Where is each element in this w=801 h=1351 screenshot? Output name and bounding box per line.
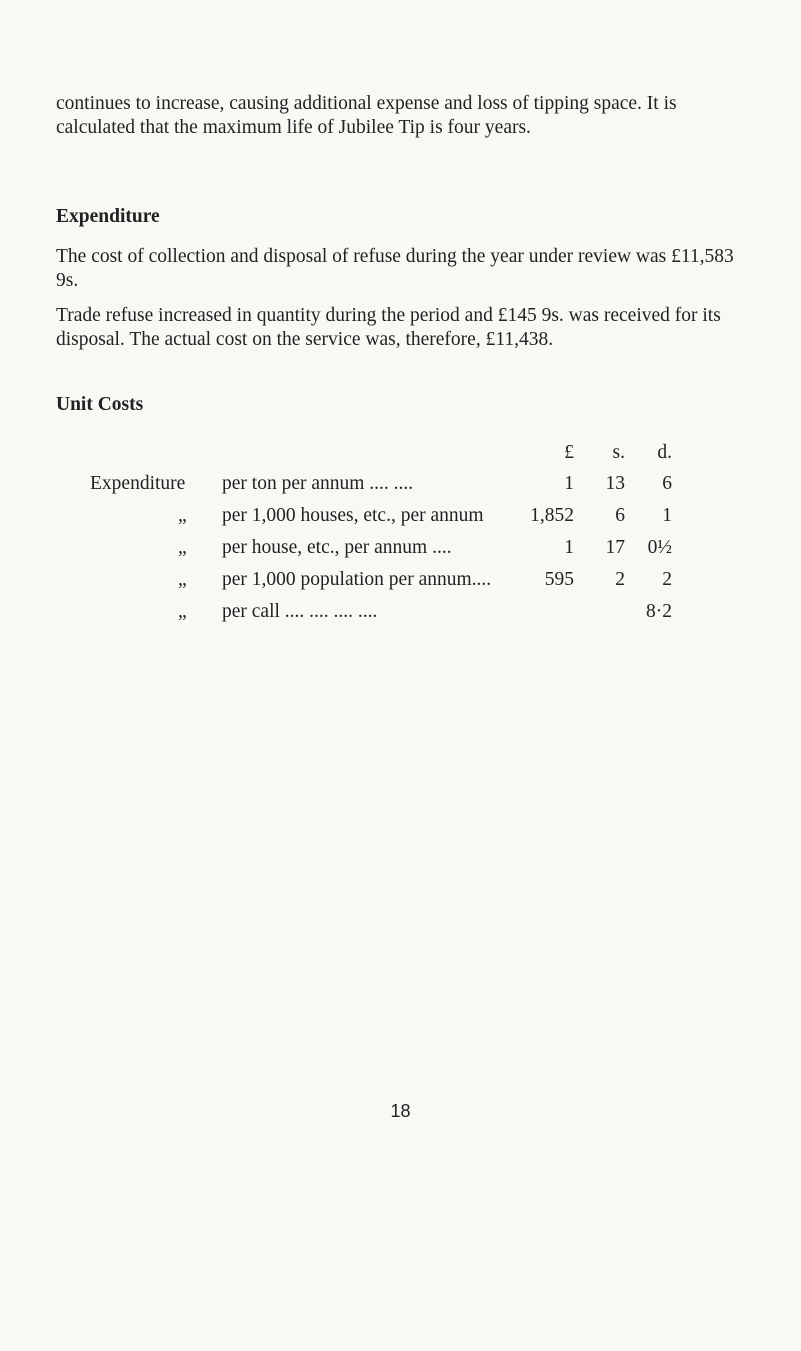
row-pounds: 1,852	[530, 505, 574, 526]
column-header-pounds: £	[564, 442, 574, 463]
expenditure-paragraph-2: Trade refuse increased in quantity during the period and £145 9s. was received for its disposal. The actual cost on the service was, therefore, £11,438.	[56, 305, 721, 350]
row-shillings: 13	[605, 473, 625, 494]
intro-paragraph: continues to increase, causing additional expense and loss of tipping space. It is calculated that the maximum life of Jubilee Tip is four years.	[56, 93, 677, 138]
row-shillings: 17	[605, 537, 625, 558]
row-prefix: Expenditure	[90, 473, 186, 494]
row-prefix: „	[178, 505, 187, 526]
row-pounds: 1	[564, 473, 574, 494]
row-pence: 1	[662, 505, 672, 526]
row-shillings: 2	[615, 569, 625, 590]
expenditure-heading: Expenditure	[56, 206, 160, 227]
row-label: per call .... .... .... ....	[222, 601, 378, 622]
row-label: per 1,000 population per annum....	[222, 569, 492, 590]
row-label: per house, etc., per annum ....	[222, 537, 452, 558]
row-pounds: 1	[564, 537, 574, 558]
row-pence: 6	[662, 473, 672, 494]
column-header-shillings: s.	[612, 442, 625, 463]
unit-costs-heading: Unit Costs	[56, 394, 144, 415]
row-prefix: „	[178, 601, 187, 622]
row-label: per ton per annum .... ....	[222, 473, 414, 494]
row-pence: 0½	[647, 537, 672, 558]
row-prefix: „	[178, 537, 187, 558]
expenditure-paragraph-1: The cost of collection and disposal of refuse during the year under review was £11,583 9s.	[56, 246, 734, 291]
page-number: 18	[390, 1101, 411, 1121]
row-shillings: 6	[615, 505, 625, 526]
row-pence: 8·2	[646, 601, 672, 622]
row-pence: 2	[662, 569, 672, 590]
row-label: per 1,000 houses, etc., per annum	[222, 505, 484, 526]
column-header-pence: d.	[657, 442, 672, 463]
row-pounds: 595	[544, 569, 574, 590]
row-prefix: „	[178, 569, 187, 590]
